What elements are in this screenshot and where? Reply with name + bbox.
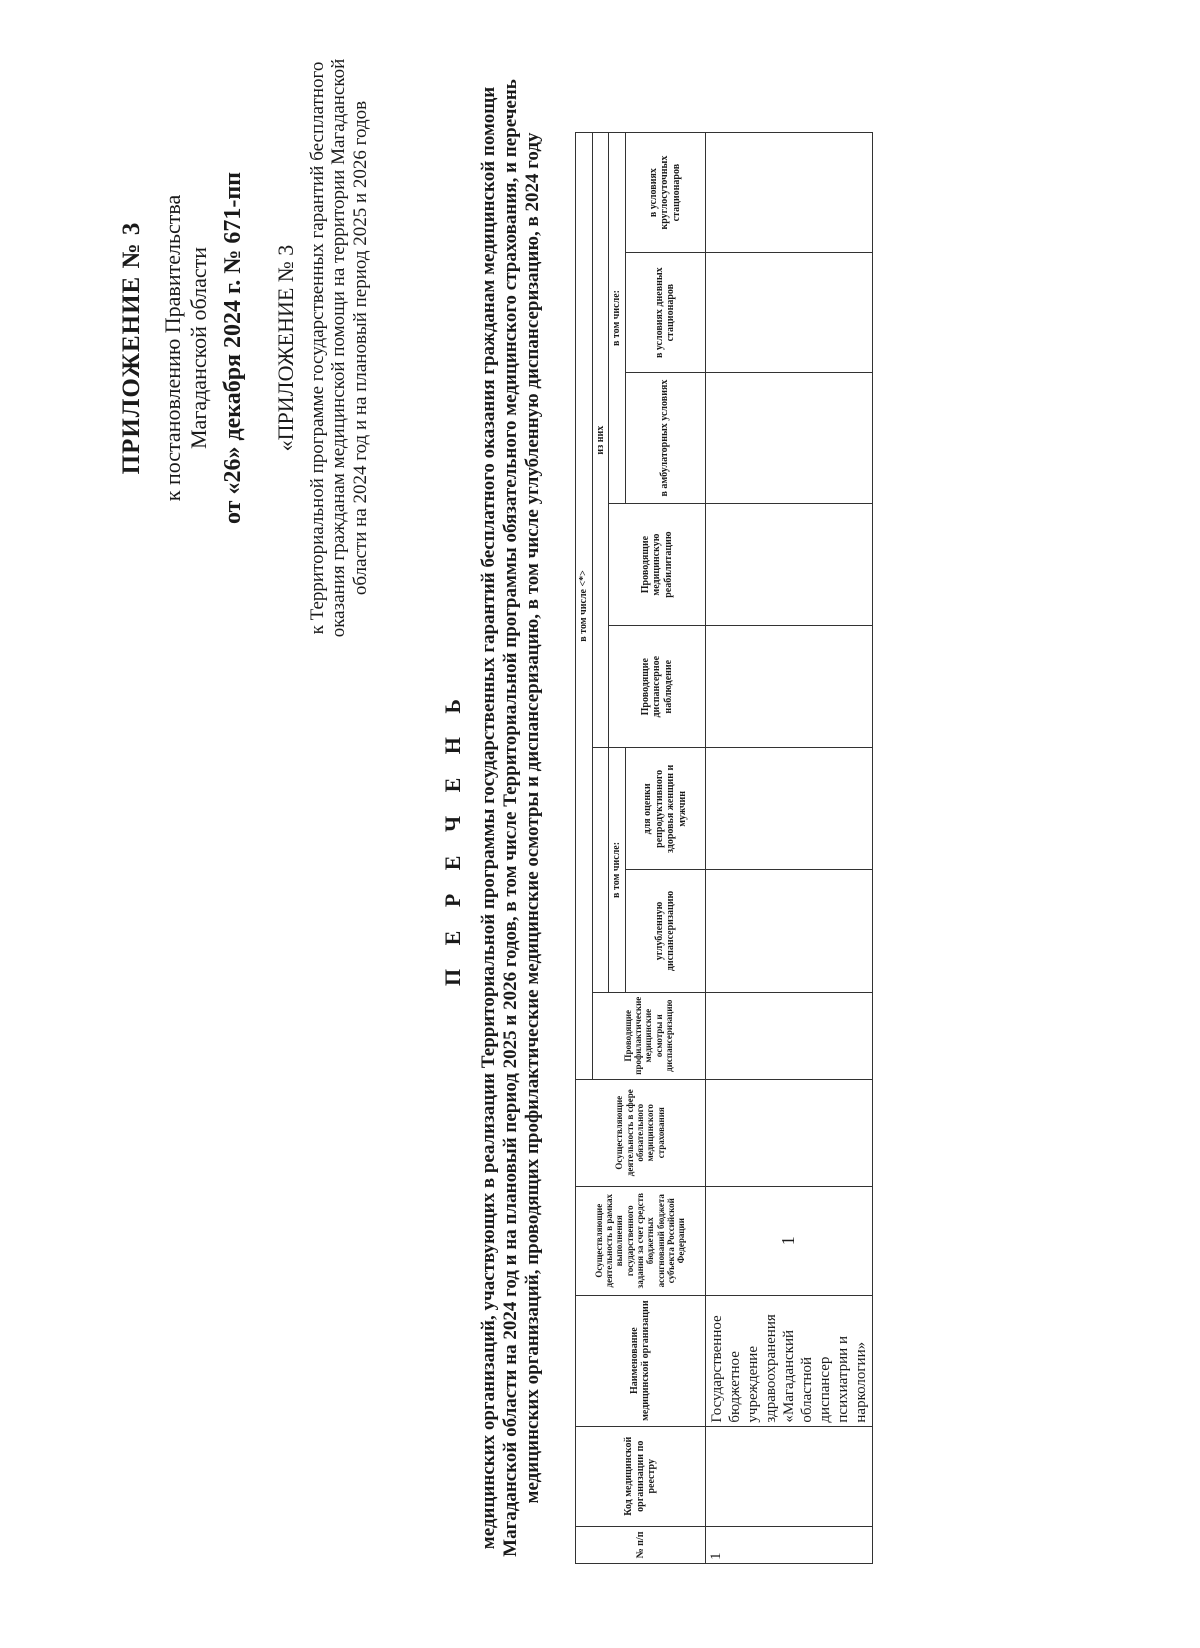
cell-ambul [705,373,872,504]
list-description: медицинских организаций, участвующих в реализации Территориальной программы государственных гарантий бесплатного оказания гражданам медицинской помощи Магаданской области на 2024 год и на плановый период 2025 и 2026 годов, в том числе Территориальной программы обязательного медицинского страхования, и перечень медицинских организаций, проводящих профилактические медицинские осмотры и диспансеризацию, в том числе углубленную диспансеризацию, в 2024 году [478,79,543,1557]
table-row [705,133,872,1564]
header-deep: углубленную диспансеризацию [625,870,705,992]
header-round: в условиях круглосуточных стационаров [625,133,705,253]
header-incl2: в том числе: [609,748,626,992]
cell-disp [705,626,872,748]
list-title: П Е Р Е Ч Е Н Ь [440,690,465,986]
header-ambul: в амбулаторных условиях [625,373,705,504]
annex-header [118,48,371,648]
header-state-task: Осуществляющие деятельность в рамках выполнения государственного задания за счет средств бюджетных ассигнований бюджета субъекта Российской Федерации [576,1186,706,1295]
annex-quote-title: «ПРИЛОЖЕНИЕ № 3 [273,244,298,452]
cell-state-task: 1 [705,1186,872,1295]
header-disp: Проводящие диспансерное наблюдение [609,626,706,748]
header-repro: для оценки репродуктивного здоровья женщин и мужчин [625,748,705,870]
cell-prof [705,992,872,1079]
cell-rehab [705,504,872,626]
header-num: № п/п [576,1526,706,1563]
header-incl3: в том числе: [609,133,626,504]
cell-name: Государственное бюджетное учреждение здравоохранения «Магаданский областной диспансер психиатрии и наркологии» [705,1295,872,1426]
cell-repro [705,748,872,870]
annex-line2: Магаданской области [186,247,211,449]
header-code: Код медицинской организации по реестру [576,1426,706,1526]
cell-code [705,1426,872,1526]
annex-description: к Территориальной программе государственных гарантий бесплатного оказания гражданам медицинской помощи на территории Магаданской области на 2024 год и на плановый период 2025 и 2026 годов [307,58,371,638]
header-rehab: Проводящие медицинскую реабилитацию [609,504,706,626]
organizations-table [575,132,869,1564]
annex-line1: к постановлению Правительства [160,194,185,502]
header-of-them: из них [592,133,609,748]
cell-deep [705,870,872,992]
cell-round [705,133,872,253]
header-name: Наименование медицинской организации [576,1295,706,1426]
header-day: в условиях дневных стационаров [625,253,705,373]
annex-decree: от «26» декабря 2024 г. № 671-пп [220,171,246,525]
header-oms: Осуществляющие деятельность в сфере обязательного медицинского страхования [576,1079,706,1186]
header-prof: Проводящие профилактические медицинские осмотры и диспансеризацию [592,992,705,1079]
annex-title: ПРИЛОЖЕНИЕ № 3 [118,221,145,475]
header-incl: в том числе <*> [576,133,593,1080]
cell-num: 1 [705,1526,872,1563]
cell-day [705,253,872,373]
cell-oms [705,1079,872,1186]
